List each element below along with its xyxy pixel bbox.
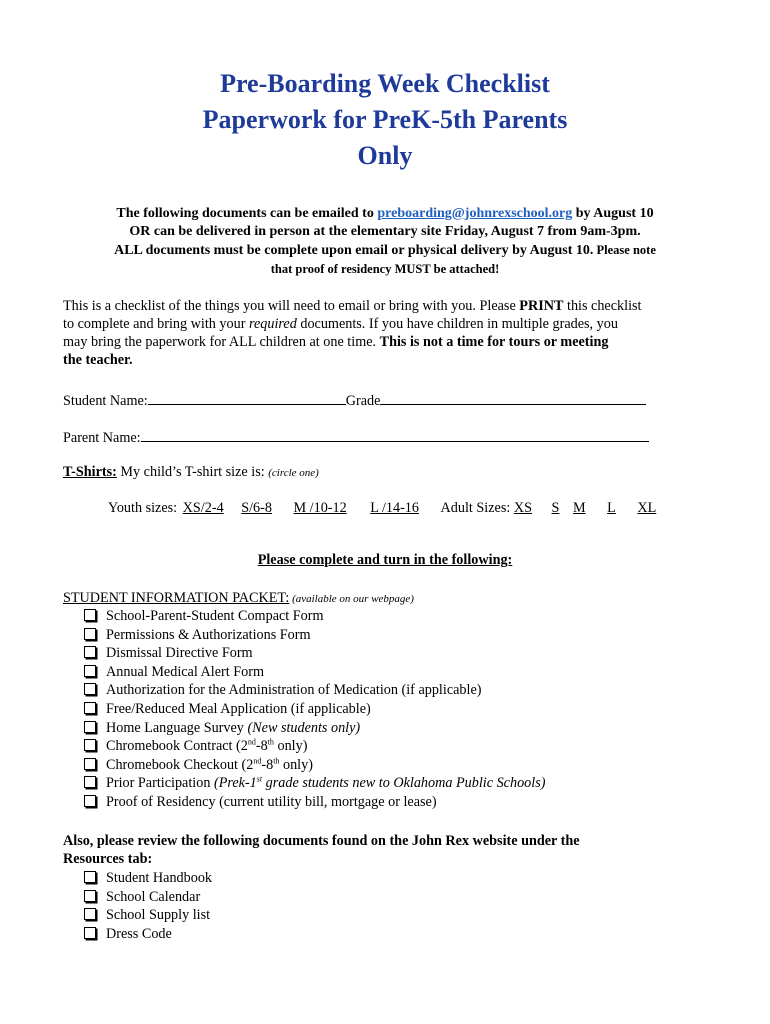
checkbox[interactable] — [84, 927, 96, 939]
list-item: School Supply list — [84, 906, 212, 925]
student-name-field[interactable] — [148, 390, 346, 405]
checkbox[interactable] — [84, 702, 96, 714]
list-item: Annual Medical Alert Form — [84, 663, 545, 682]
list-item: Chromebook Checkout (2nd-8th only) — [84, 756, 545, 775]
review-checklist — [84, 869, 212, 943]
checkbox[interactable] — [84, 721, 96, 733]
title-line-3: Only — [357, 141, 413, 170]
size-option[interactable]: XL — [637, 500, 657, 516]
list-item: School Calendar — [84, 888, 212, 907]
list-item: Proof of Residency (current utility bill, mortgage or lease) — [84, 793, 545, 812]
review-heading: Also, please review the following documents found on the John Rex website under the Resources tab: — [63, 833, 580, 867]
grade-field[interactable] — [380, 390, 646, 405]
residency-note: that proof of residency MUST be attached! — [270, 262, 500, 276]
list-item: School-Parent-Student Compact Form — [84, 607, 545, 626]
youth-sizes-label: Youth sizes: — [108, 500, 178, 516]
list-item: Home Language Survey (New students only) — [84, 719, 545, 738]
checkbox[interactable] — [84, 776, 96, 788]
checkbox[interactable] — [84, 609, 96, 621]
list-item: Free/Reduced Meal Application (if applicable) — [84, 700, 545, 719]
size-option[interactable]: S/6-8 — [241, 500, 272, 516]
checkbox[interactable] — [84, 739, 96, 751]
checkbox[interactable] — [84, 890, 96, 902]
list-item: Permissions & Authorizations Form — [84, 626, 545, 645]
packet-title: STUDENT INFORMATION PACKET: (available on our webpage) — [63, 590, 414, 606]
grade-label: Grade — [345, 393, 381, 409]
list-item: Prior Participation (Prek-1st grade students new to Oklahoma Public Schools) — [84, 774, 545, 793]
checkbox[interactable] — [84, 628, 96, 640]
checkbox[interactable] — [84, 683, 96, 695]
page-title — [0, 66, 770, 174]
email-link[interactable]: preboarding@johnrexschool.org — [377, 206, 573, 221]
checkbox[interactable] — [84, 665, 96, 677]
checkbox[interactable] — [84, 871, 96, 883]
list-item: Dress Code — [84, 925, 212, 944]
parent-name-row — [63, 427, 649, 447]
parent-name-label: Parent Name: — [63, 430, 141, 446]
size-option[interactable]: XS/2-4 — [182, 500, 224, 516]
tshirt-row: T-Shirts: My child’s T-shirt size is: (circle one) — [63, 464, 319, 480]
tshirt-sizes — [108, 500, 656, 517]
section-heading: Please complete and turn in the following: — [257, 552, 513, 568]
checkbox[interactable] — [84, 758, 96, 770]
checkbox[interactable] — [84, 646, 96, 658]
student-name-label: Student Name: — [63, 393, 148, 409]
tshirt-label: T-Shirts: — [63, 464, 117, 480]
title-line-2: Paperwork for PreK-5th Parents — [202, 105, 568, 134]
instructions-paragraph: This is a checklist of the things you will need to email or bring with you. Please PRINT this checklist to complete and bring with your required documents. If you have children in multiple grades, you may bring the paperwork for ALL children at one time. This is not a time for tours or meeting the teacher. — [63, 298, 642, 368]
list-item: Student Handbook — [84, 869, 212, 888]
size-option[interactable]: L /14-16 — [370, 500, 419, 516]
packet-checklist — [84, 607, 545, 812]
size-option[interactable]: XS — [513, 500, 532, 516]
parent-name-field[interactable] — [141, 427, 649, 442]
size-option[interactable]: S — [551, 500, 560, 516]
checkbox[interactable] — [84, 795, 96, 807]
size-option[interactable]: M /10-12 — [293, 500, 347, 516]
intro-notice: The following documents can be emailed to preboarding@johnrexschool.org by August 10 OR can be delivered in person at the elementary site Friday, August 7 from 9am-3pm. ALL documents must be complete upon email or physical delivery by August 10. Please note that proof of residency MUST be attached! — [50, 205, 720, 278]
size-option[interactable]: M — [572, 500, 586, 516]
list-item: Chromebook Contract (2nd-8th only) — [84, 737, 545, 756]
title-line-1: Pre-Boarding Week Checklist — [220, 69, 550, 98]
size-option[interactable]: L — [607, 500, 616, 516]
list-item: Dismissal Directive Form — [84, 644, 545, 663]
student-name-row — [63, 390, 646, 410]
adult-sizes-label: Adult Sizes: — [440, 500, 511, 516]
checkbox[interactable] — [84, 908, 96, 920]
list-item: Authorization for the Administration of Medication (if applicable) — [84, 681, 545, 700]
